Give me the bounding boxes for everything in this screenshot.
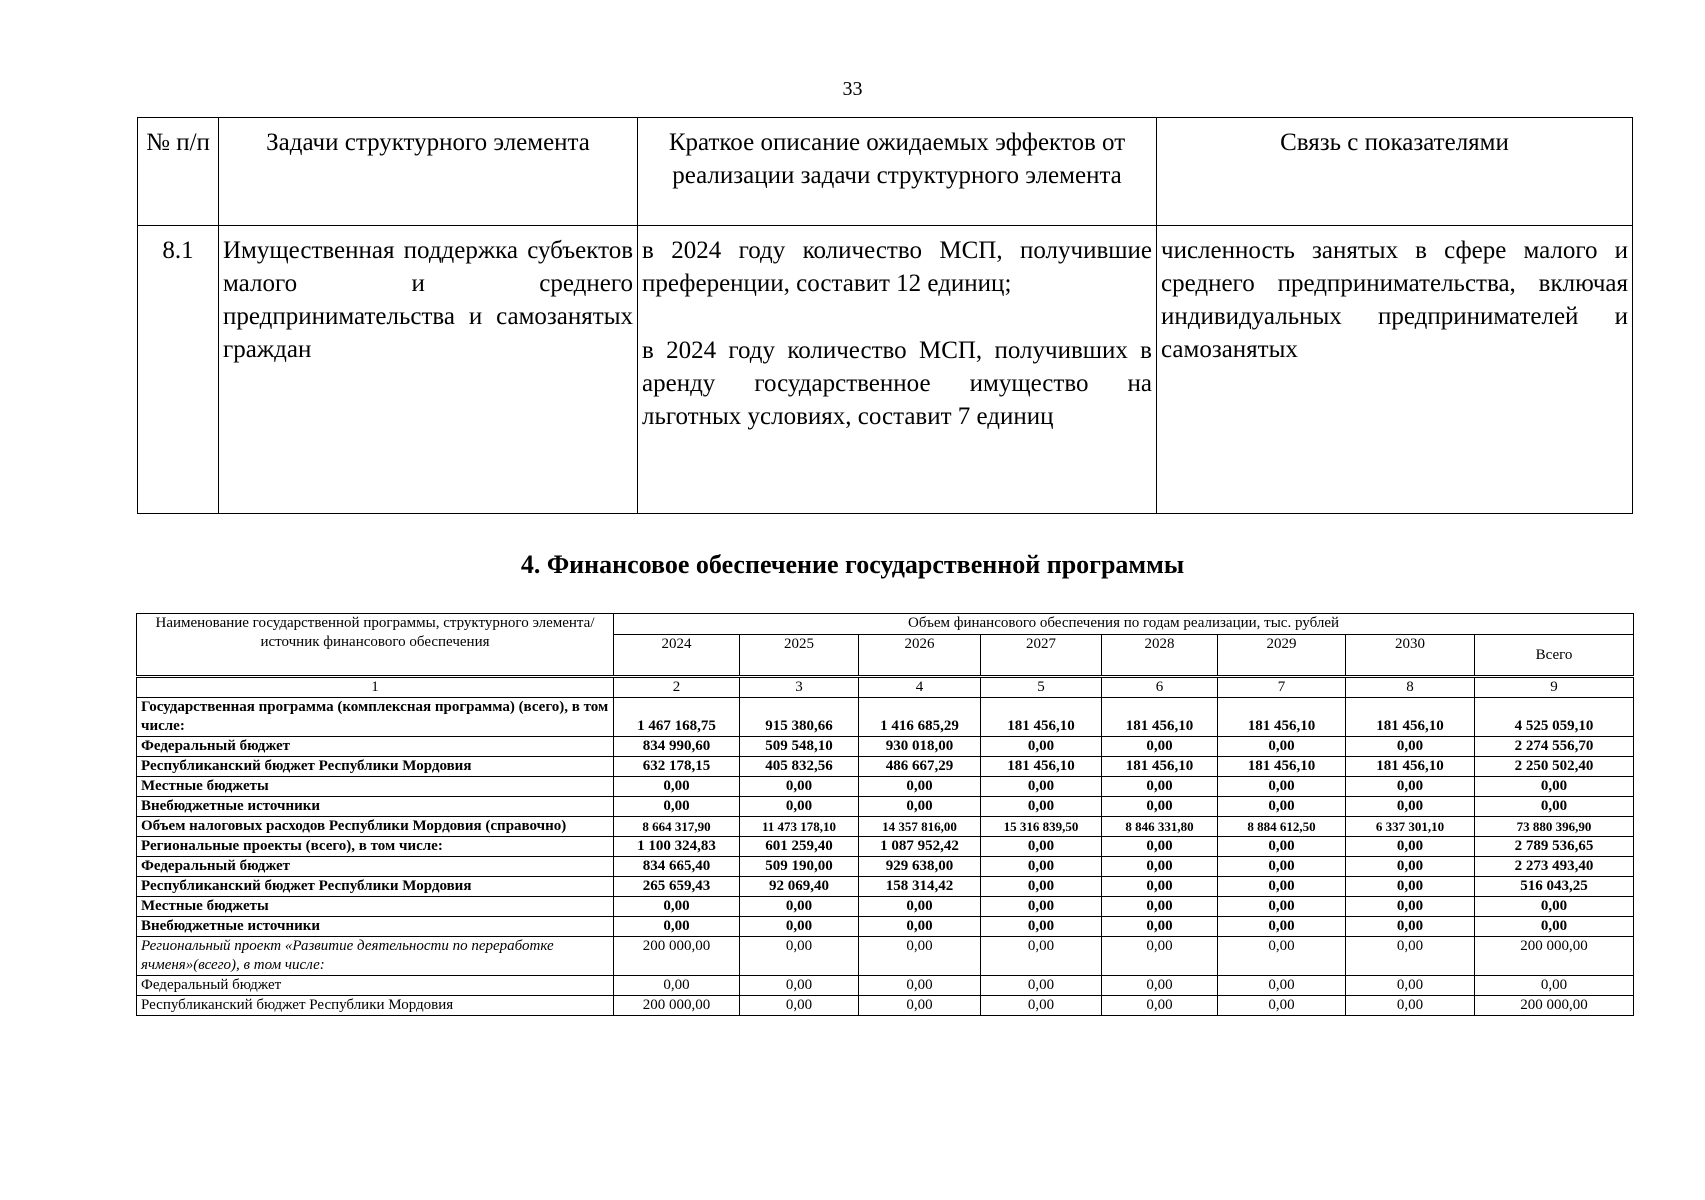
row-value: 0,00 [614, 976, 740, 996]
row-value: 181 456,10 [1346, 698, 1475, 737]
row-value: 0,00 [859, 976, 981, 996]
row-value: 0,00 [1218, 917, 1346, 937]
row-value: 181 456,10 [981, 698, 1102, 737]
finance-table [136, 613, 1634, 1016]
row-value: 8 846 331,80 [1102, 817, 1218, 837]
row-value: 0,00 [1475, 777, 1634, 797]
row-value: 0,00 [1102, 777, 1218, 797]
row-value: 0,00 [981, 917, 1102, 937]
row-value: 4 525 059,10 [1475, 698, 1634, 737]
column-index: 4 [859, 677, 981, 698]
row-value: 0,00 [859, 937, 981, 976]
row-value: 6 337 301,10 [1346, 817, 1475, 837]
row-number: 8.1 [138, 226, 219, 514]
row-value: 0,00 [1102, 996, 1218, 1016]
task-table-row [138, 226, 1633, 514]
row-value: 0,00 [981, 857, 1102, 877]
row-value: 0,00 [1218, 857, 1346, 877]
column-index: 2 [614, 677, 740, 698]
row-value: 181 456,10 [1102, 698, 1218, 737]
row-value: 1 100 324,83 [614, 837, 740, 857]
row-value: 200 000,00 [614, 937, 740, 976]
column-index: 9 [1475, 677, 1634, 698]
row-value: 516 043,25 [1475, 877, 1634, 897]
row-value: 486 667,29 [859, 757, 981, 777]
row-value: 1 416 685,29 [859, 698, 981, 737]
column-index: 1 [137, 677, 614, 698]
row-value: 0,00 [740, 976, 859, 996]
year-header: Всего [1475, 635, 1634, 677]
row-value: 0,00 [1475, 897, 1634, 917]
row-name: Государственная программа (комплексная программа) (всего), в том числе: [137, 698, 614, 737]
column-index: 6 [1102, 677, 1218, 698]
finance-row [137, 857, 1634, 877]
column-index: 8 [1346, 677, 1475, 698]
row-value: 0,00 [1102, 737, 1218, 757]
header-tasks: Задачи структурного элемента [219, 118, 638, 226]
finance-row [137, 757, 1634, 777]
row-value: 0,00 [1218, 937, 1346, 976]
finance-row [137, 837, 1634, 857]
row-value: 0,00 [614, 917, 740, 937]
row-value: 0,00 [1218, 797, 1346, 817]
finance-header-row [137, 614, 1634, 635]
row-value: 265 659,43 [614, 877, 740, 897]
row-value: 0,00 [981, 737, 1102, 757]
column-index: 5 [981, 677, 1102, 698]
row-value: 0,00 [1346, 877, 1475, 897]
header-effects: Краткое описание ожидаемых эффектов от реализации задачи структурного элемента [638, 118, 1157, 226]
row-value: 0,00 [1102, 917, 1218, 937]
row-value: 0,00 [981, 996, 1102, 1016]
row-value: 2 250 502,40 [1475, 757, 1634, 777]
row-value: 8 664 317,90 [614, 817, 740, 837]
row-name: Региональный проект «Развитие деятельности по переработке ячменя»(всего), в том числе: [137, 937, 614, 976]
row-value: 0,00 [1102, 857, 1218, 877]
row-value: 2 273 493,40 [1475, 857, 1634, 877]
row-value: 0,00 [1102, 877, 1218, 897]
row-value: 0,00 [981, 937, 1102, 976]
row-name: Республиканский бюджет Республики Мордовия [137, 757, 614, 777]
row-value: 0,00 [1346, 837, 1475, 857]
row-value: 0,00 [1218, 897, 1346, 917]
row-name: Внебюджетные источники [137, 797, 614, 817]
year-header: 2030 [1346, 635, 1475, 677]
row-value: 0,00 [1218, 777, 1346, 797]
finance-row [137, 897, 1634, 917]
finance-row [137, 976, 1634, 996]
row-value: 0,00 [740, 937, 859, 976]
row-value: 0,00 [1346, 737, 1475, 757]
row-value: 0,00 [1346, 976, 1475, 996]
row-value: 834 990,60 [614, 737, 740, 757]
finance-row [137, 917, 1634, 937]
row-value: 0,00 [740, 996, 859, 1016]
row-value: 0,00 [981, 837, 1102, 857]
header-number: № п/п [138, 118, 219, 226]
row-value: 509 190,00 [740, 857, 859, 877]
row-value: 0,00 [859, 917, 981, 937]
year-header: 2028 [1102, 635, 1218, 677]
row-value: 0,00 [859, 996, 981, 1016]
row-value: 0,00 [1218, 837, 1346, 857]
row-value: 14 357 816,00 [859, 817, 981, 837]
year-header: 2029 [1218, 635, 1346, 677]
row-name: Внебюджетные источники [137, 917, 614, 937]
column-index: 3 [740, 677, 859, 698]
row-value: 0,00 [1218, 877, 1346, 897]
row-value: 0,00 [1475, 917, 1634, 937]
row-value: 181 456,10 [1346, 757, 1475, 777]
row-value: 1 467 168,75 [614, 698, 740, 737]
row-value: 0,00 [1102, 797, 1218, 817]
row-value: 834 665,40 [614, 857, 740, 877]
row-value: 0,00 [614, 897, 740, 917]
row-value: 0,00 [614, 777, 740, 797]
row-value: 158 314,42 [859, 877, 981, 897]
row-value: 0,00 [859, 777, 981, 797]
row-name: Федеральный бюджет [137, 976, 614, 996]
row-value: 0,00 [1102, 837, 1218, 857]
row-value: 0,00 [1346, 797, 1475, 817]
row-name: Федеральный бюджет [137, 857, 614, 877]
column-index-row [137, 677, 1634, 698]
row-value: 509 548,10 [740, 737, 859, 757]
row-value: 73 880 396,90 [1475, 817, 1634, 837]
row-value: 0,00 [1218, 737, 1346, 757]
row-value: 92 069,40 [740, 877, 859, 897]
name-header: Наименование государственной программы, структурного элемента/ источник финансового обеспечения [137, 614, 614, 677]
row-name: Федеральный бюджет [137, 737, 614, 757]
group-header: Объем финансового обеспечения по годам реализации, тыс. рублей [614, 614, 1634, 635]
row-value: 0,00 [981, 877, 1102, 897]
row-value: 0,00 [740, 777, 859, 797]
row-value: 0,00 [740, 797, 859, 817]
page-number: 33 [842, 78, 863, 100]
finance-row [137, 737, 1634, 757]
row-value: 0,00 [1102, 976, 1218, 996]
header-indicators: Связь с показателями [1157, 118, 1633, 226]
row-value: 0,00 [1346, 937, 1475, 976]
row-value: 1 087 952,42 [859, 837, 981, 857]
row-indicator: численность занятых в сфере малого и среднего предпринимательства, включая индивидуальных предпринимателей и самозанятых [1157, 226, 1633, 514]
row-name: Местные бюджеты [137, 897, 614, 917]
effect-paragraph: в 2024 году количество МСП, получившие преференции, составит 12 единиц; [642, 237, 1152, 297]
row-value: 0,00 [740, 917, 859, 937]
finance-row [137, 777, 1634, 797]
row-value: 0,00 [1346, 857, 1475, 877]
row-value: 0,00 [1102, 937, 1218, 976]
row-value: 0,00 [981, 777, 1102, 797]
finance-row [137, 996, 1634, 1016]
row-value: 632 178,15 [614, 757, 740, 777]
finance-row [137, 877, 1634, 897]
row-value: 11 473 178,10 [740, 817, 859, 837]
finance-body [137, 698, 1634, 1016]
year-header: 2025 [740, 635, 859, 677]
row-value: 915 380,66 [740, 698, 859, 737]
row-value: 181 456,10 [1102, 757, 1218, 777]
effect-paragraph: в 2024 году количество МСП, получивших в аренду государственное имущество на льготных условиях, составит 7 единиц [642, 337, 1152, 430]
finance-row [137, 698, 1634, 737]
row-name: Местные бюджеты [137, 777, 614, 797]
row-value: 0,00 [1218, 976, 1346, 996]
row-value: 601 259,40 [740, 837, 859, 857]
row-value: 0,00 [1346, 897, 1475, 917]
row-value: 0,00 [981, 897, 1102, 917]
finance-row [137, 817, 1634, 837]
row-name: Республиканский бюджет Республики Мордовия [137, 996, 614, 1016]
row-effects [638, 226, 1157, 514]
row-value: 200 000,00 [1475, 996, 1634, 1016]
task-table [137, 117, 1633, 514]
row-value: 8 884 612,50 [1218, 817, 1346, 837]
row-value: 0,00 [1102, 897, 1218, 917]
row-value: 0,00 [740, 897, 859, 917]
year-header: 2024 [614, 635, 740, 677]
year-header: 2027 [981, 635, 1102, 677]
row-value: 0,00 [1475, 976, 1634, 996]
row-value: 0,00 [859, 797, 981, 817]
row-value: 0,00 [981, 797, 1102, 817]
row-value: 2 274 556,70 [1475, 737, 1634, 757]
row-name: Республиканский бюджет Республики Мордовия [137, 877, 614, 897]
column-index: 7 [1218, 677, 1346, 698]
row-value: 405 832,56 [740, 757, 859, 777]
row-value: 0,00 [1346, 777, 1475, 797]
row-value: 181 456,10 [1218, 757, 1346, 777]
row-value: 0,00 [1346, 996, 1475, 1016]
row-value: 181 456,10 [1218, 698, 1346, 737]
row-value: 0,00 [614, 797, 740, 817]
finance-row [137, 797, 1634, 817]
year-header: 2026 [859, 635, 981, 677]
row-name: Региональные проекты (всего), в том числе: [137, 837, 614, 857]
task-table-header-row [138, 118, 1633, 226]
finance-row [137, 937, 1634, 976]
row-value: 200 000,00 [614, 996, 740, 1016]
row-task: Имущественная поддержка субъектов малого и среднего предпринимательства и самозанятых граждан [219, 226, 638, 514]
row-value: 15 316 839,50 [981, 817, 1102, 837]
row-value: 0,00 [1475, 797, 1634, 817]
row-value: 200 000,00 [1475, 937, 1634, 976]
row-value: 0,00 [981, 976, 1102, 996]
row-value: 930 018,00 [859, 737, 981, 757]
row-value: 929 638,00 [859, 857, 981, 877]
row-name: Объем налоговых расходов Республики Мордовия (справочно) [137, 817, 614, 837]
row-value: 0,00 [1346, 917, 1475, 937]
row-value: 2 789 536,65 [1475, 837, 1634, 857]
section-title: 4. Финансовое обеспечение государственной программы [520, 550, 1185, 579]
row-value: 0,00 [859, 897, 981, 917]
row-value: 181 456,10 [981, 757, 1102, 777]
row-value: 0,00 [1218, 996, 1346, 1016]
